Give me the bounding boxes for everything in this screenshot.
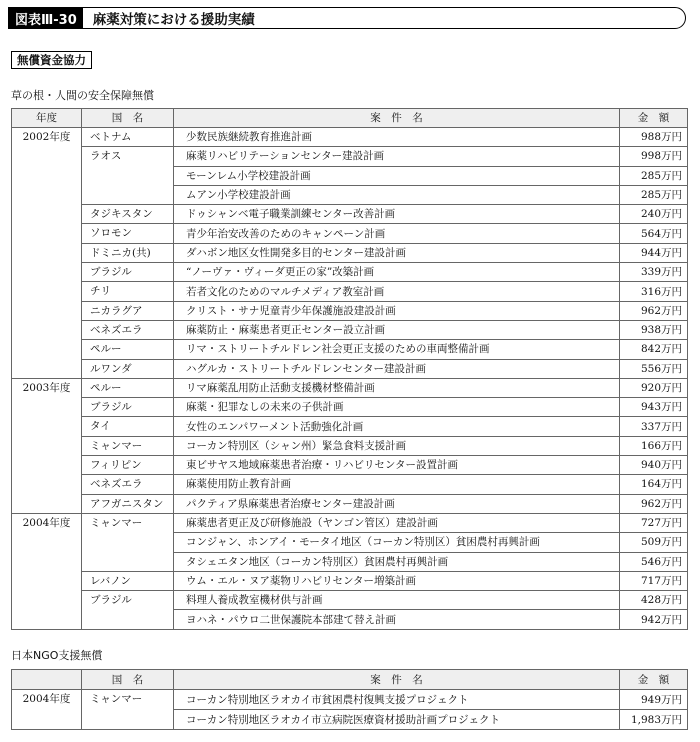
project-cell: コーカン特別区（シャン州）緊急食料支援計画 [174,436,620,455]
amount-cell: 1,983万円 [620,710,688,730]
table-row [12,398,688,417]
project-cell: 麻薬防止・麻薬患者更正センター設立計画 [174,320,620,339]
project-cell: 東ビサヤス地域麻薬患者治療・リハビリセンター設置計画 [174,456,620,475]
country-cell: ミャンマー [82,513,174,571]
year-cell: 2004年度 [12,513,82,629]
country-cell: ベネズエラ [82,320,174,339]
amount-cell: 164万円 [620,475,688,494]
country-cell: チリ [82,282,174,301]
project-cell: ムアン小学校建設計画 [174,185,620,204]
country-cell: ミャンマー [82,690,174,730]
country-cell: ペルー [82,378,174,397]
country-cell: ベネズエラ [82,475,174,494]
column-header-amount: 金 額 [620,109,688,128]
year-cell: 2003年度 [12,378,82,513]
country-cell: ラオス [82,147,174,205]
country-cell: タジキスタン [82,205,174,224]
amount-cell: 285万円 [620,185,688,204]
amount-cell: 998万円 [620,147,688,166]
table-row [12,282,688,301]
amount-cell: 988万円 [620,128,688,147]
project-cell: 麻薬リハビリテーションセンター建設計画 [174,147,620,166]
amount-cell: 546万円 [620,552,688,571]
project-cell: リマ麻薬乱用防止活動支援機材整備計画 [174,378,620,397]
column-header-amount: 金 額 [620,670,688,690]
country-cell: アフガニスタン [82,494,174,513]
table-row [12,690,688,710]
country-cell: タイ [82,417,174,436]
table-row [12,243,688,262]
amount-cell: 337万円 [620,417,688,436]
table-row [12,591,688,610]
amount-cell: 938万円 [620,320,688,339]
project-cell: 女性のエンパワーメント活動強化計画 [174,417,620,436]
project-cell: クリスト・サナ児童青少年保護施設建設計画 [174,301,620,320]
country-cell: ルワンダ [82,359,174,378]
table-header-row [12,109,688,128]
table-row [12,475,688,494]
amount-cell: 962万円 [620,301,688,320]
amount-cell: 842万円 [620,340,688,359]
column-header-country: 国 名 [82,670,174,690]
table-row [12,340,688,359]
amount-cell: 166万円 [620,436,688,455]
project-cell: 若者文化のためのマルチメディア教室計画 [174,282,620,301]
project-cell: パクティア県麻薬患者治療センター建設計画 [174,494,620,513]
project-cell: モーンレム小学校建設計画 [174,166,620,185]
column-header-year [12,670,82,690]
country-cell: ソロモン [82,224,174,243]
table-row [12,301,688,320]
project-cell: 少数民族継続教育推進計画 [174,128,620,147]
project-cell: ウム・エル・ヌア薬物リハビリセンター増築計画 [174,571,620,590]
table-row [12,456,688,475]
table-row [12,571,688,590]
amount-cell: 943万円 [620,398,688,417]
table-row [12,205,688,224]
project-cell: ダハボン地区女性開発多目的センター建設計画 [174,243,620,262]
project-cell: ハグルカ・ストリートチルドレンセンター建設計画 [174,359,620,378]
country-cell: ミャンマー [82,436,174,455]
amount-cell: 339万円 [620,263,688,282]
project-cell: 麻薬・犯罪なしの未来の子供計画 [174,398,620,417]
table-row [12,378,688,397]
amount-cell: 316万円 [620,282,688,301]
project-cell: 麻薬患者更正及び研修施設（ヤンゴン管区）建設計画 [174,513,620,532]
country-cell: ブラジル [82,398,174,417]
country-cell: フィリピン [82,456,174,475]
project-cell: “ノーヴァ・ヴィーダ更正の家”改築計画 [174,263,620,282]
country-cell: レバノン [82,571,174,590]
column-header-project: 案 件 名 [174,670,620,690]
grassroots-table [11,108,688,630]
project-cell: コンジャン、ホンアイ・モータイ地区（コーカン特別区）貧困農村再興計画 [174,533,620,552]
amount-cell: 962万円 [620,494,688,513]
year-cell: 2002年度 [12,128,82,379]
table-row [12,224,688,243]
country-cell: ニカラグア [82,301,174,320]
table-row [12,320,688,339]
ngo-section-heading: 日本NGO支援無償 [11,649,103,662]
amount-cell: 556万円 [620,359,688,378]
table-row [12,417,688,436]
table-row [12,147,688,166]
year-cell: 2004年度 [12,690,82,730]
amount-cell: 240万円 [620,205,688,224]
amount-cell: 717万円 [620,571,688,590]
table-row [12,128,688,147]
country-cell: ベトナム [82,128,174,147]
amount-cell: 727万円 [620,513,688,532]
project-cell: ドゥシャンベ電子職業訓練センター改善計画 [174,205,620,224]
table-row [12,359,688,378]
table-row [12,263,688,282]
project-cell: コーカン特別地区ラオカイ市貧困農村復興支援プロジェクト [174,690,620,710]
country-cell: ブラジル [82,591,174,630]
project-cell: 料理人養成教室機材供与計画 [174,591,620,610]
amount-cell: 949万円 [620,690,688,710]
amount-cell: 428万円 [620,591,688,610]
grassroots-section-heading: 草の根・人間の安全保障無償 [11,89,154,102]
project-cell: コーカン特別地区ラオカイ市立病院医療資材援助計画プロジェクト [174,710,620,730]
table-row [12,494,688,513]
project-cell: リマ・ストリートチルドレン社会更正支援のための車両整備計画 [174,340,620,359]
amount-cell: 564万円 [620,224,688,243]
amount-cell: 942万円 [620,610,688,629]
figure-header [8,7,686,29]
category-label: 無償資金協力 [11,51,92,69]
country-cell: ドミニカ(共) [82,243,174,262]
column-header-year: 年度 [12,109,82,128]
country-cell: ブラジル [82,263,174,282]
figure-title: 麻薬対策における援助実績 [92,12,255,28]
project-cell: 青少年治安改善のためのキャンペーン計画 [174,224,620,243]
amount-cell: 509万円 [620,533,688,552]
column-header-project: 案 件 名 [174,109,620,128]
table-row [12,436,688,455]
amount-cell: 920万円 [620,378,688,397]
ngo-table-body [12,690,688,730]
table-row [12,513,688,532]
grassroots-table-body [12,128,688,630]
figure-label: 図表Ⅲ-30 [9,8,83,28]
project-cell: タシェエタン地区（コーカン特別区）貧困農村再興計画 [174,552,620,571]
amount-cell: 940万円 [620,456,688,475]
table-header-row [12,670,688,690]
project-cell: ヨハネ・パウロ二世保護院本部建て替え計画 [174,610,620,629]
country-cell: ペルー [82,340,174,359]
column-header-country: 国 名 [82,109,174,128]
ngo-table [11,669,688,730]
project-cell: 麻薬使用防止教育計画 [174,475,620,494]
amount-cell: 285万円 [620,166,688,185]
amount-cell: 944万円 [620,243,688,262]
